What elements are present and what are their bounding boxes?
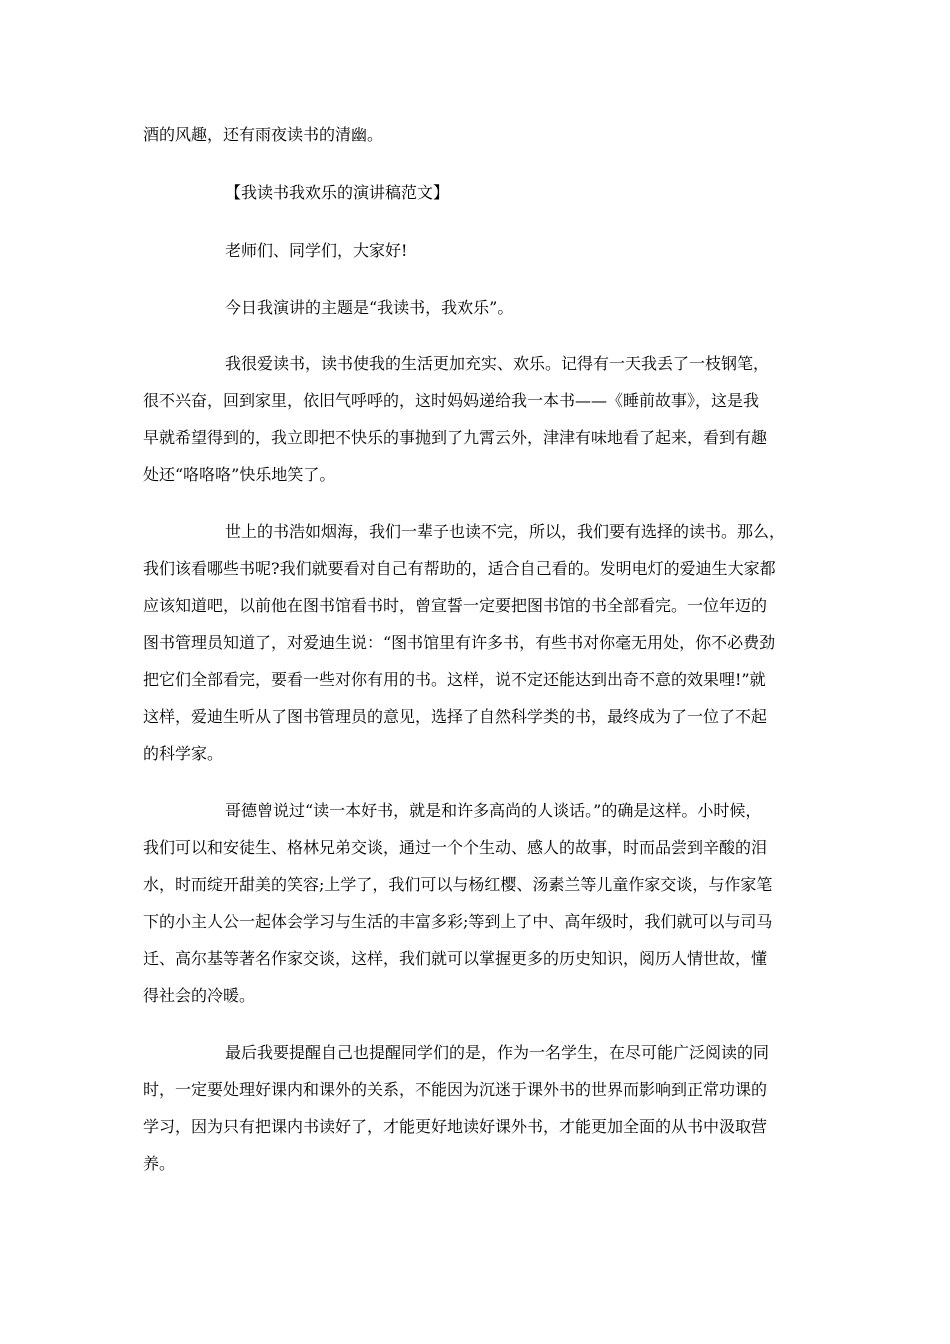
text-line: 我们该看哪些书呢?我们就要看对自己有帮助的，适合自己看的。发明电灯的爱迪生大家都: [143, 559, 776, 578]
text-line: 时，一定要处理好课内和课外的关系，不能因为沉迷于课外书的世界而影响到正常功课的: [143, 1080, 768, 1099]
text-line: 哥德曾说过“读一本好书，就是和许多高尚的人谈话。”的确是这样。小时候，: [225, 801, 762, 820]
text-line: 迁、高尔基等著名作家交谈，这样，我们就可以掌握更多的历史知识，阅历人情世故，懂: [143, 949, 768, 968]
text-line: 这样，爱迪生听从了图书管理员的意见，选择了自然科学类的书，最终成为了一位了不起: [143, 707, 768, 726]
text-line: 我们可以和安徒生、格林兄弟交谈，通过一个个生动、感人的故事，时而品尝到辛酸的泪: [143, 838, 768, 857]
text-line: 养。: [143, 1154, 176, 1173]
text-line: 处还“咯咯咯”快乐地笑了。: [143, 465, 336, 484]
text-line: 水，时而绽开甜美的笑容;上学了，我们可以与杨红樱、汤素兰等儿童作家交谈，与作家笔: [143, 875, 773, 894]
section-heading: 【我读书我欢乐的演讲稿范文】: [225, 183, 450, 202]
text-line: 的科学家。: [143, 744, 224, 763]
text-line: 酒的风趣，还有雨夜读书的清幽。: [143, 125, 384, 144]
text-line: 把它们全部看完，要看一些对你有用的书。这样，说不定还能达到出奇不意的效果哩!”就: [143, 670, 766, 689]
text-line: 得社会的冷暖。: [143, 986, 256, 1005]
text-line: 早就希望得到的，我立即把不快乐的事抛到了九霄云外，津津有味地看了起来，看到有趣: [143, 428, 768, 447]
greeting-line: 老师们、同学们，大家好!: [225, 241, 408, 260]
text-line: 很不兴奋，回到家里，依旧气呼呼的，这时妈妈递给我一本书——《睡前故事》，这是我: [143, 391, 760, 410]
text-line: 最后我要提醒自己也提醒同学们的是，作为一名学生，在尽可能广泛阅读的同: [225, 1043, 770, 1062]
text-line: 今日我演讲的主题是“我读书，我欢乐”。: [225, 298, 514, 317]
text-line: 世上的书浩如烟海，我们一辈子也读不完，所以，我们要有选择的读书。那么，: [225, 522, 786, 541]
text-line: 我很爱读书，读书使我的生活更加充实、欢乐。记得有一天我丢了一枝钢笔，: [225, 354, 770, 373]
text-line: 应该知道吧，以前他在图书馆看书时，曾宣誓一定要把图书馆的书全部看完。一位年迈的: [143, 596, 768, 615]
text-line: 下的小主人公一起体会学习与生活的丰富多彩;等到上了中、高年级时，我们就可以与司马: [143, 912, 773, 931]
text-line: 图书管理员知道了，对爱迪生说：“图书馆里有许多书，有些书对你毫无用处，你不必费劲: [143, 633, 776, 652]
text-line: 学习，因为只有把课内书读好了，才能更好地读好课外书，才能更加全面的从书中汲取营: [143, 1117, 768, 1136]
